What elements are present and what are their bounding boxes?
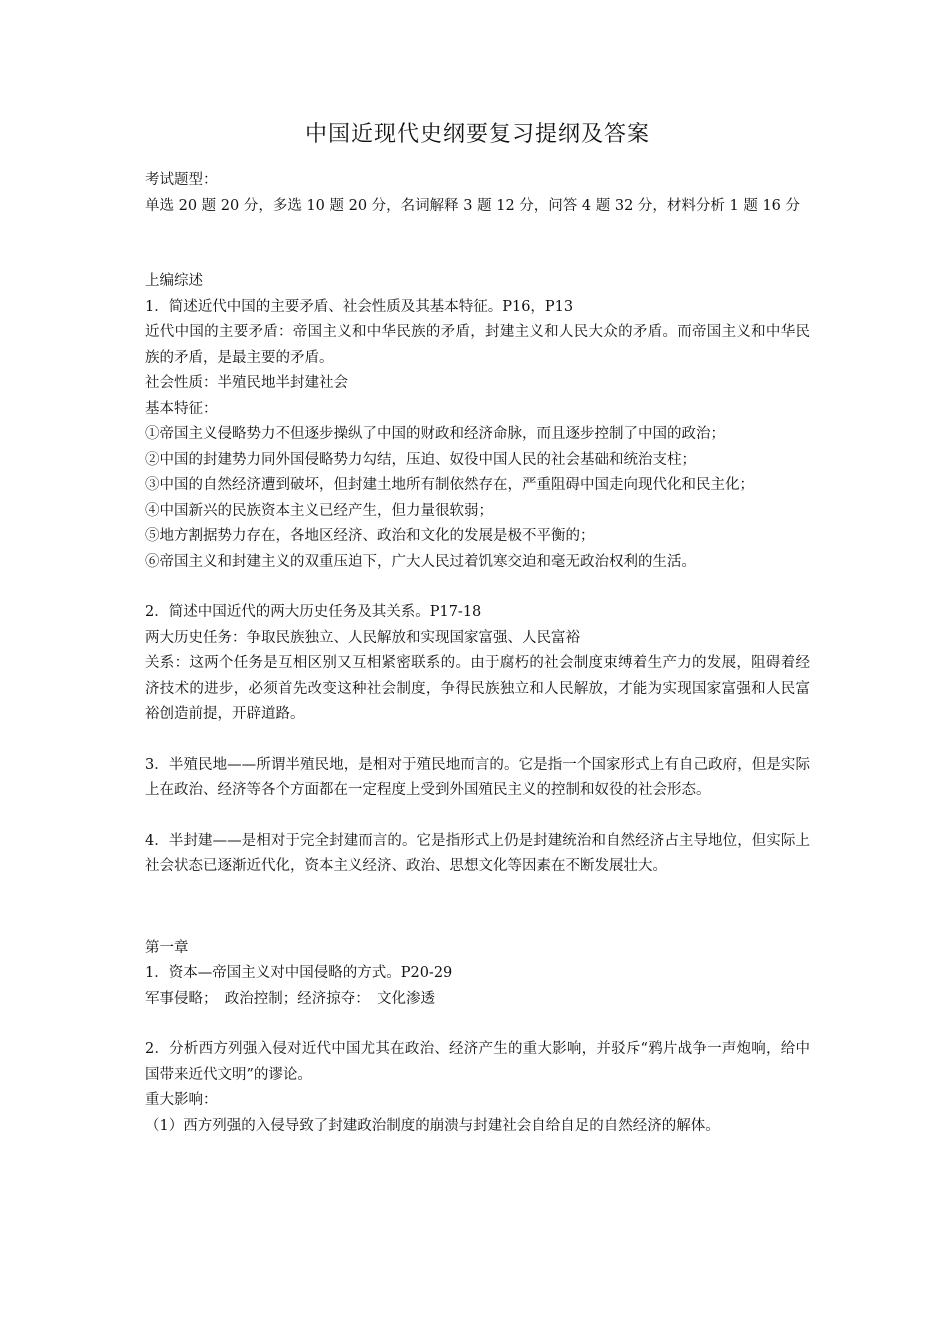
chapter1-question-1: 1．资本—帝国主义对中国侵略的方式。P20-29 (145, 965, 453, 981)
spacer (145, 804, 810, 829)
spacer (145, 728, 810, 753)
feature-item: ①帝国主义侵略势力不但逐步操纵了中国的财政和经济命脉，而且逐步控制了中国的政治； (145, 426, 725, 442)
answer-relation: 关系：这两个任务是互相区别又互相紧密联系的。由于腐朽的社会制度束缚着生产力的发展，阻碍着经济技术的进步，必须首先改变这种社会制度，争得民族独立和人民解放，才能为实现国家富强和人民富裕创造前提，开辟道路。 (145, 655, 810, 722)
answer-contradiction: 近代中国的主要矛盾：帝国主义和中华民族的矛盾，封建主义和人民大众的矛盾。而帝国主义和中华民族的矛盾，是最主要的矛盾。 (145, 324, 810, 366)
section-heading-chapter1: 第一章 (145, 939, 189, 956)
term-semi-colonial: 3．半殖民地——所谓半殖民地，是相对于殖民地而言的。它是指一个国家形式上有自己政府，但是实际上在政治、经济等各个方面都在一定程度上受到外国殖民主义的控制和奴役的社会形态。 (145, 756, 810, 798)
section-heading-part1: 上编综述 (145, 273, 203, 289)
spacer (145, 1012, 810, 1037)
spacer (145, 575, 810, 600)
spacer (145, 219, 810, 269)
exam-detail: 单选 20 题 20 分，多选 10 题 20 分，名词解释 3 题 12 分，问答 4 题 32 分，材料分析 1 题 16 分 (145, 197, 801, 214)
feature-item: ④中国新兴的民族资本主义已经产生，但力量很软弱； (145, 502, 493, 519)
impact-label: 重大影响： (145, 1092, 218, 1108)
spacer (145, 880, 810, 936)
feature-item: ②中国的封建势力同外国侵略势力勾结，压迫、奴役中国人民的社会基础和统治支柱； (145, 451, 696, 468)
exam-label: 考试题型： (145, 172, 218, 188)
question-2: 2．简述中国近代的两大历史任务及其关系。P17-18 (145, 604, 482, 620)
answer-nature: 社会性质：半殖民地半封建社会 (145, 375, 348, 391)
question-1: 1．简述近代中国的主要矛盾、社会性质及其基本特征。P16，P13 (145, 298, 574, 315)
features-label: 基本特征： (145, 400, 218, 417)
feature-item: ③中国的自然经济遭到破坏，但封建土地所有制依然存在，严重阻碍中国走向现代化和民主化； (145, 477, 754, 493)
answer-tasks: 两大历史任务：争取民族独立、人民解放和实现国家富强、人民富裕 (145, 629, 580, 646)
chapter1-question-2: 2．分析西方列强入侵对近代中国尤其在政治、经济产生的重大影响，并驳斥“鸦片战争一声炮响，给中国带来近代文明”的谬论。 (145, 1041, 810, 1083)
chapter1-answer-1: 军事侵略； 政治控制；经济掠夺： 文化渗透 (145, 990, 435, 1007)
feature-item: ⑥帝国主义和封建主义的双重压迫下，广大人民过着饥寒交迫和毫无政治权利的生活。 (145, 553, 696, 570)
document-title: 中国近现代史纲要复习提纲及答案 (304, 122, 650, 147)
document-page (145, 120, 810, 1139)
impact-item-1: （1）西方列强的入侵导致了封建政治制度的崩溃与封建社会自给自足的自然经济的解体。 (145, 1117, 720, 1134)
term-semi-feudal: 4．半封建——是相对于完全封建而言的。它是指形式上仍是封建统治和自然经济占主导地位，但实际上社会状态已逐渐近代化，资本主义经济、政治、思想文化等因素在不断发展壮大。 (145, 832, 810, 874)
feature-item: ⑤地方割据势力存在，各地区经济、政治和文化的发展是极不平衡的； (145, 528, 595, 544)
